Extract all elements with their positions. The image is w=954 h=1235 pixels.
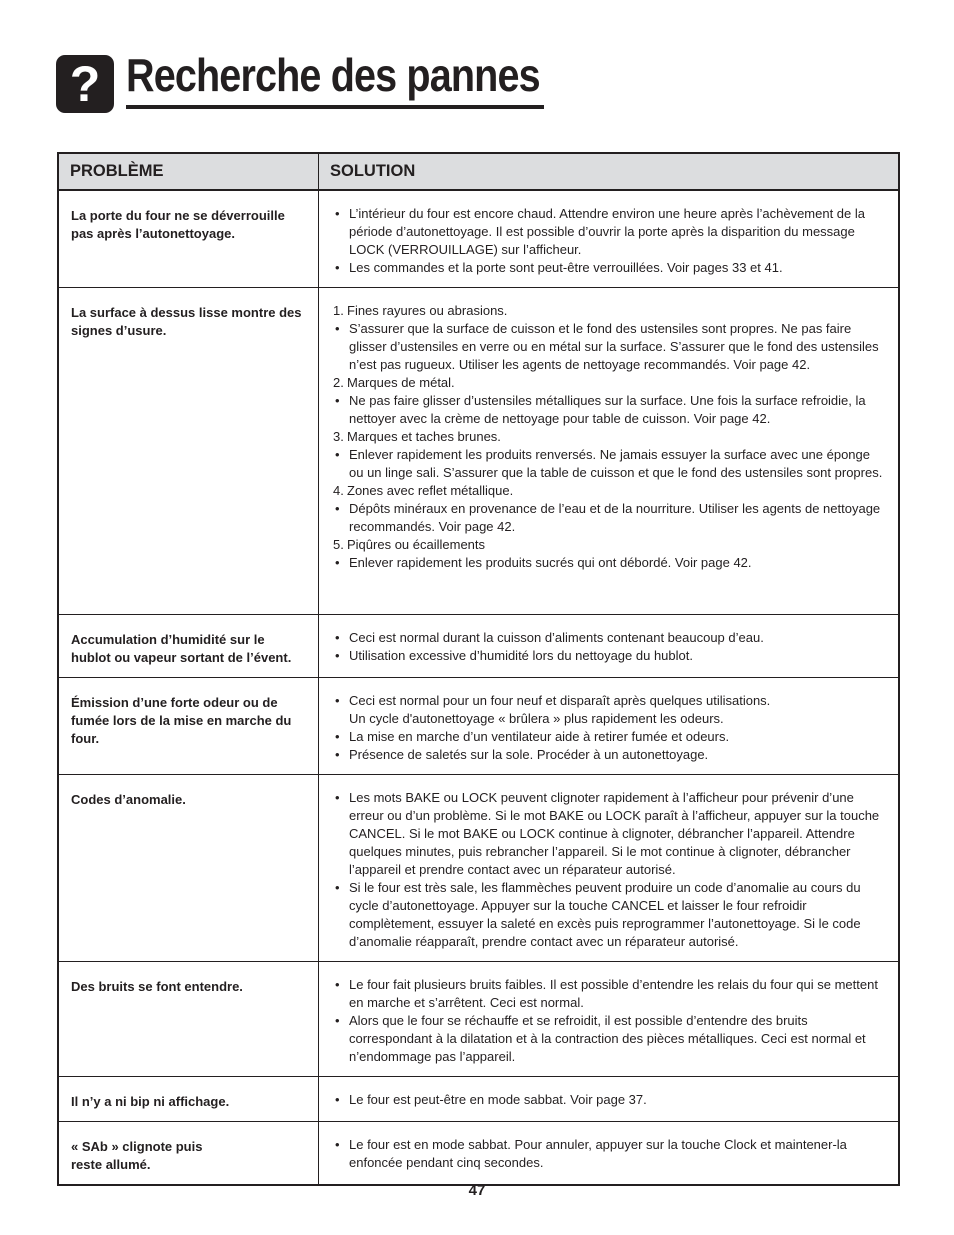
numbered-item — [333, 536, 888, 554]
page-title: Recherche des pannes — [126, 49, 540, 101]
solution-bullet: • Présence de saletés sur la sole. Procéder à un autonettoyage. — [333, 746, 888, 764]
solution-bullet — [333, 692, 888, 728]
solution-cell — [319, 1122, 900, 1186]
solution-cell — [319, 615, 900, 678]
solution-bullet: • Ne pas faire glisser d’ustensiles métalliques sur la surface. Une fois la surface refroidie, la nettoyer avec la crème de nettoyage pour table de cuisson. Voir page 42. — [333, 392, 888, 428]
item-number: 2. — [333, 375, 344, 390]
table-row — [58, 678, 899, 775]
item-heading: Fines rayures ou abrasions. — [347, 303, 508, 318]
solution-cell — [319, 288, 900, 615]
question-mark-icon: ? — [56, 55, 114, 113]
problem-cell — [58, 1122, 319, 1186]
troubleshooting-table — [57, 152, 900, 1186]
numbered-item — [333, 302, 888, 320]
problem-cell: La surface à dessus lisse montre des signes d’usure. — [58, 288, 319, 615]
item-heading: Marques de métal. — [347, 375, 455, 390]
solution-bullet: • Dépôts minéraux en provenance de l’eau et de la nourriture. Utiliser les agents de nettoyage recommandés. Voir page 42. — [333, 500, 888, 536]
solution-cell — [319, 775, 900, 962]
problem-cell: La porte du four ne se déverrouille pas après l’autonettoyage. — [58, 190, 319, 288]
item-number: 5. — [333, 537, 344, 552]
solution-cell — [319, 1077, 900, 1122]
table-row — [58, 1122, 899, 1186]
solution-bullet: • L’intérieur du four est encore chaud. Attendre environ une heure après l’achèvement de la période d’autonettoyage. Il est possible d’ouvrir la porte après la disparition du message LOCK (VERROUILLAGE) sur l’afficheur. — [333, 205, 888, 259]
column-header-problem: PROBLÈME — [58, 153, 319, 190]
solution-bullet: • Enlever rapidement les produits renversés. Ne jamais essuyer la surface avec une éponge ou un linge sali. S’assurer que la table de cuisson et que le fond des ustensiles sont propres. — [333, 446, 888, 482]
solution-cell — [319, 962, 900, 1077]
solution-bullet: • Utilisation excessive d’humidité lors du nettoyage du hublot. — [333, 647, 888, 665]
numbered-item — [333, 482, 888, 500]
item-heading: Piqûres ou écaillements — [347, 537, 486, 552]
solution-bullet: • La mise en marche d’un ventilateur aide à retirer fumée et odeurs. — [333, 728, 888, 746]
problem-cell: Il n’y a ni bip ni affichage. — [58, 1077, 319, 1122]
solution-bullet: • Le four est peut-être en mode sabbat. Voir page 37. — [333, 1091, 888, 1109]
table-row — [58, 615, 899, 678]
solution-bullet: • S’assurer que la surface de cuisson et le fond des ustensiles sont propres. Ne pas faire glisser d’ustensiles en verre ou en métal sur la surface. S’assurer que le fond des ustensiles n’est pas rugueux. Utiliser les agents de nettoyage recommandés. Voir page 42. — [333, 320, 888, 374]
table-row — [58, 775, 899, 962]
item-number: 3. — [333, 429, 344, 444]
item-heading: Zones avec reflet métallique. — [347, 483, 514, 498]
solution-bullet: • Les mots BAKE ou LOCK peuvent clignoter rapidement à l’afficheur pour prévenir d’une erreur ou d’un problème. Si le mot BAKE ou LOCK paraît à l’afficheur, appuyer sur la touche CANCEL. Si le mot BAKE ou LOCK continue à clignoter, débrancher l’appareil. Attendre quelques minutes, puis rebrancher l’appareil. Si le mot continue à clignoter, débrancher l’appareil et prendre contact avec un réparateur autorisé. — [333, 789, 888, 879]
problem-cell: Émission d’une forte odeur ou de fumée lors de la mise en marche du four. — [58, 678, 319, 775]
problem-text: reste allumé. — [71, 1157, 151, 1172]
solution-bullet: • Les commandes et la porte sont peut-être verrouillées. Voir pages 33 et 41. — [333, 259, 888, 277]
table-row — [58, 288, 899, 615]
problem-cell: Des bruits se font entendre. — [58, 962, 319, 1077]
title-underline — [126, 105, 544, 109]
table-row — [58, 1077, 899, 1122]
solution-bullet: • Ceci est normal durant la cuisson d’aliments contenant beaucoup d’eau. — [333, 629, 888, 647]
solution-cell — [319, 190, 900, 288]
item-number: 4. — [333, 483, 344, 498]
problem-cell: Accumulation d’humidité sur le hublot ou vapeur sortant de l’évent. — [58, 615, 319, 678]
table-header-row — [58, 153, 899, 190]
solution-bullet: • Le four fait plusieurs bruits faibles. Il est possible d’entendre les relais du four qui se mettent en marche et s’arrêtent. Ceci est normal. — [333, 976, 888, 1012]
page-number: 47 — [468, 1182, 486, 1199]
numbered-item — [333, 428, 888, 446]
solution-text: Ceci est normal pour un four neuf et disparaît après quelques utilisations. — [349, 693, 771, 708]
problem-text: « SAb » clignote puis — [71, 1139, 203, 1154]
item-number: 1. — [333, 303, 344, 318]
solution-bullet: • Enlever rapidement les produits sucrés qui ont débordé. Voir page 42. — [333, 554, 888, 572]
numbered-item — [333, 374, 888, 392]
table-row — [58, 962, 899, 1077]
solution-bullet: • Le four est en mode sabbat. Pour annuler, appuyer sur la touche Clock et maintener-la enfoncée pendant cinq secondes. — [333, 1136, 888, 1172]
problem-cell: Codes d’anomalie. — [58, 775, 319, 962]
solution-bullet: • Si le four est très sale, les flammèches peuvent produire un code d’anomalie au cours du cycle d’autonettoyage. Appuyer sur la touche CANCEL et laisser le four refroidir complètement, essuyer la saleté en excès puis reprogrammer l’autonettoyage. Si le code d’anomalie réapparaît, prendre contact avec un réparateur autorisé. — [333, 879, 888, 951]
solution-cell — [319, 678, 900, 775]
solution-text: Un cycle d'autonettoyage « brûlera » plus rapidement les odeurs. — [349, 711, 724, 726]
table-row — [58, 190, 899, 288]
item-heading: Marques et taches brunes. — [347, 429, 501, 444]
solution-bullet: • Alors que le four se réchauffe et se refroidit, il est possible d’entendre des bruits correspondant à la dilatation et à la contraction des pièces métalliques. Ceci est normal et n’endommage pas l’appareil. — [333, 1012, 888, 1066]
column-header-solution: SOLUTION — [319, 153, 900, 190]
